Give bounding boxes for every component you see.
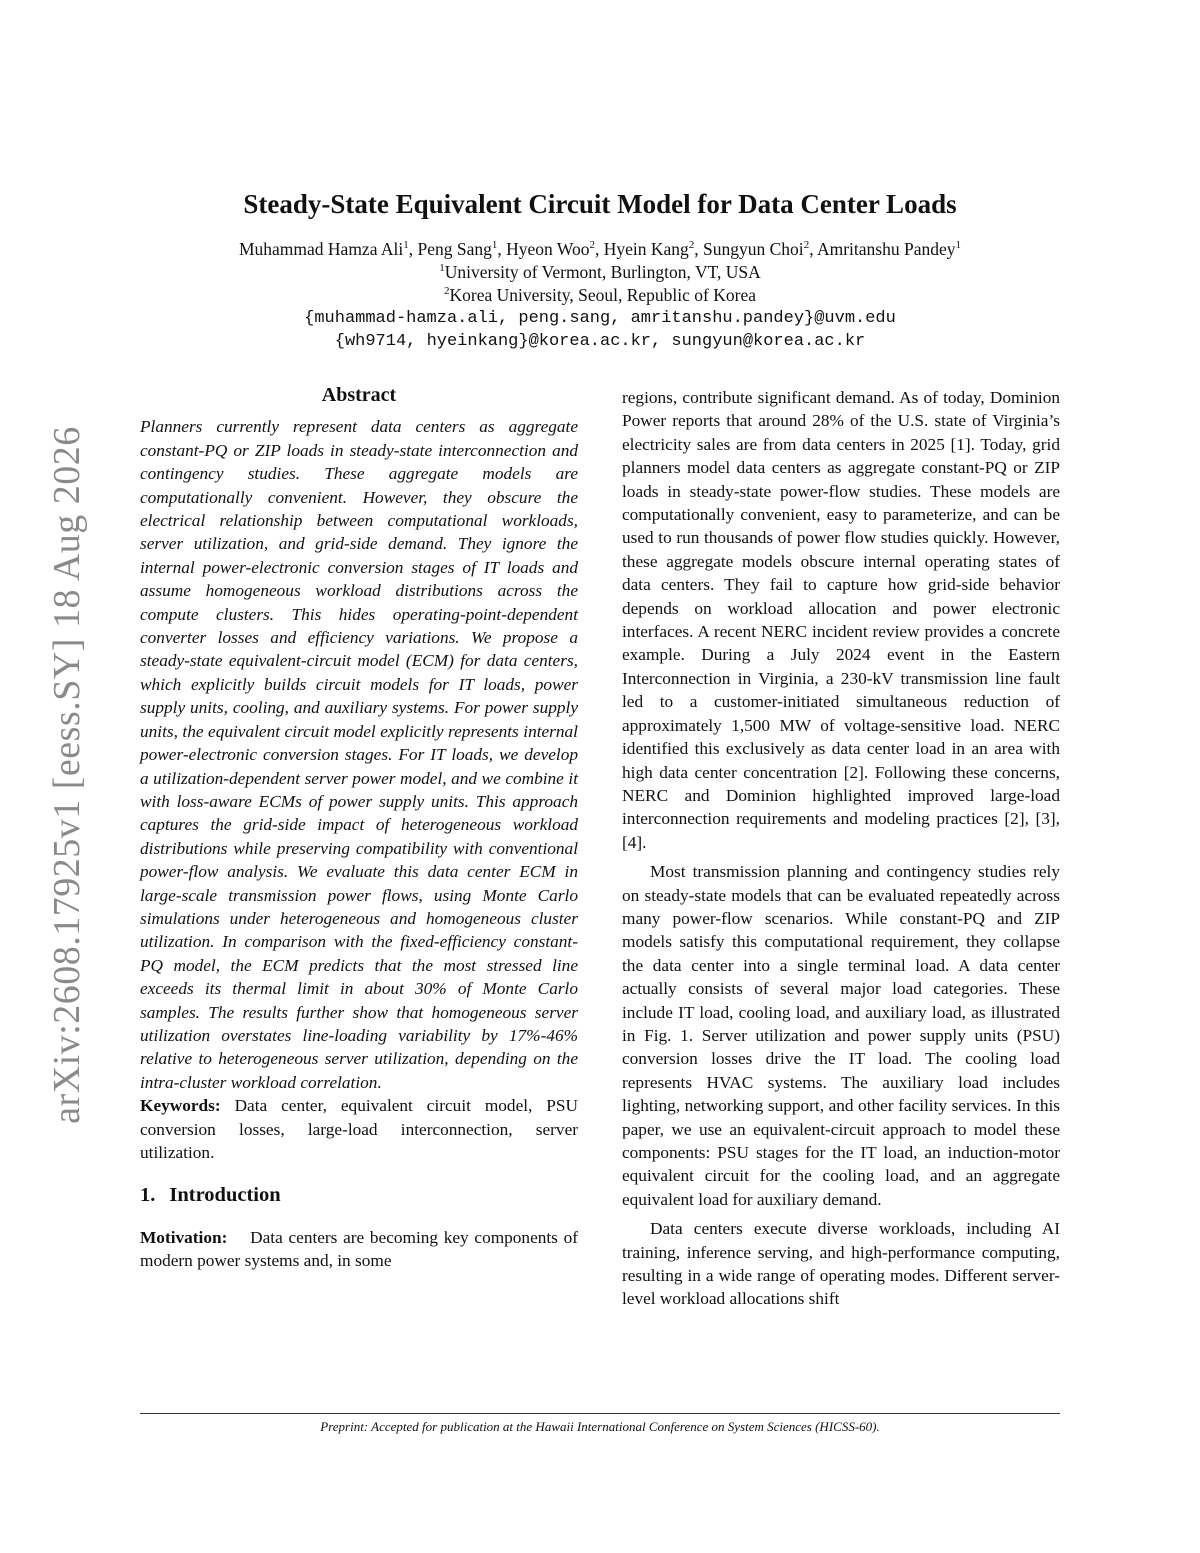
motivation-label: Motivation: [140,1227,228,1247]
left-column [140,384,578,1273]
keywords-label: Keywords: [140,1096,221,1116]
author: Sungyun Choi$^2$ [703,239,810,260]
keywords-text: Data center, equivalent circuit model, PSU conversion losses, large-load interconnection, server utilization. [140,1096,578,1162]
author: Hyeon Woo$^2$ [506,239,595,260]
paragraph: regions, contribute significant demand. As of today, Dominion Power reports that around 28% of the U.S. state of Virginia’s electricity sales are from data centers in 2025 [1]. Today, grid planners model data centers as aggregate constant-PQ or ZIP loads in steady-state power-flow studies. These models are computationally convenient, easy to parameterize, and can be used to run thousands of power flow studies quickly. However, these aggregate models obscure internal operating states of data centers. They fail to capture how grid-side behavior depends on workload allocation and power electronic interfaces. A recent NERC incident review provides a concrete example. During a July 2024 event in the Eastern Interconnection in Virginia, a 230-kV transmission line fault led to a customer-initiated simultaneous reduction of approximately 1,500 MW of voltage-sensitive load. NERC identified this exclusively as data center load in an area with high data center concentration [2]. Following these concerns, NERC and Dominion highlighted improved large-load interconnection requirements and modeling practices [2], [3], [4]. [622,388,1060,852]
motivation-paragraph: Motivation: Data centers are becoming key components of modern power systems and, in some [140,1227,579,1271]
arxiv-watermark-text: arXiv:2608.17925v1 [eess.SY] 18 Aug 2026 [46,426,88,1124]
author: Amritanshu Pandey$^1$ [816,239,962,260]
affiliation-2: $^2$Korea University, Seoul, Republic of Korea [444,285,756,306]
keywords [140,1094,578,1164]
footer-note: Preprint: Accepted for publication at the Hawaii International Conference on System Sciences (HICSS-60). [320,1419,880,1434]
affiliation-1: $^1$University of Vermont, Burlington, VT, USA [439,262,761,283]
arxiv-watermark [42,410,92,1140]
right-column [622,386,1060,1311]
abstract-text: Planners currently represent data centers as aggregate constant-PQ or ZIP loads in steady-state interconnection and contingency studies. These aggregate models are computationally convenient. However, they obscure the electrical relationship between computational workloads, server utilization, and grid-side demand. They ignore the internal power-electronic conversion stages of IT loads and assume homogeneous workload distributions across the compute clusters. This hides operating-point-dependent converter losses and efficiency variations. We propose a steady-state equivalent-circuit model (ECM) for data centers, which explicitly builds circuit models for IT loads, power supply units, cooling, and auxiliary systems. For power supply units, the equivalent circuit model explicitly represents internal power-electronic conversion stages. For IT loads, we develop a utilization-dependent server power model, and we combine it with loss-aware ECMs of power supply units. This approach captures the grid-side impact of heterogeneous workload distributions while preserving compatibility with conventional power-flow analysis. We evaluate this data center ECM in large-scale transmission power flows, using Monte Carlo simulations under heterogeneous and homogeneous cluster utilization. In comparison with the fixed-efficiency constant-PQ model, the ECM predicts that the most stressed line exceeds its thermal limit in about 30% of Monte Carlo samples. The results further show that homogeneous server utilization overstates line-loading variability by 17%-46% relative to heterogeneous server utilization, depending on the intra-cluster workload correlation. [140,417,578,1092]
paragraph: Most transmission planning and contingency studies rely on steady-state models that can be evaluated repeatedly across many power-flow scenarios. While constant-PQ and ZIP models satisfy this computational requirement, they collapse the data center into a single terminal load. A data center actually consists of several major load categories. These include IT load, cooling load, and auxiliary load, as illustrated in Fig. 1. Server utilization and power supply units (PSU) conversion losses drive the IT load. The cooling load represents HVAC systems. The auxiliary load includes lighting, networking support, and other facility services. In this paper, we use an equivalent-circuit approach to model these components: PSU stages for the IT load, an induction-motor equivalent circuit for the cooling load, and an aggregate equivalent load for auxiliary demand. [622,862,1060,1209]
section-heading-introduction: 1. Introduction [140,1184,281,1207]
email-line-2: {wh9714, hyeinkang}@korea.ac.kr, sungyun@korea.ac.kr [334,332,866,352]
paper-header [140,188,1060,353]
author: Hyein Kang$^2$ [603,239,695,260]
paper-title: Steady-State Equivalent Circuit Model for Data Center Loads [243,189,957,219]
author: Muhammad Hamza Ali$^1$ [238,239,409,260]
author: Peng Sang$^1$ [417,239,498,260]
abstract-heading: Abstract [321,384,397,406]
paragraph: Data centers execute diverse workloads, including AI training, inference serving, and high-performance computing, resulting in a wide range of operating modes. Different server-level workload allocations shift [622,1219,1060,1309]
email-line-1: {muhammad-hamza.ali, peng.sang, amritanshu.pandey}@uvm.edu [304,309,896,329]
footer-divider [140,1413,1060,1414]
author-list: Muhammad Hamza Ali$^1$, Peng Sang$^1$, Hyeon Woo$^2$, Hyein Kang$^2$, Sungyun Choi$^2$, Amritanshu Pandey$^1$ [238,239,962,260]
